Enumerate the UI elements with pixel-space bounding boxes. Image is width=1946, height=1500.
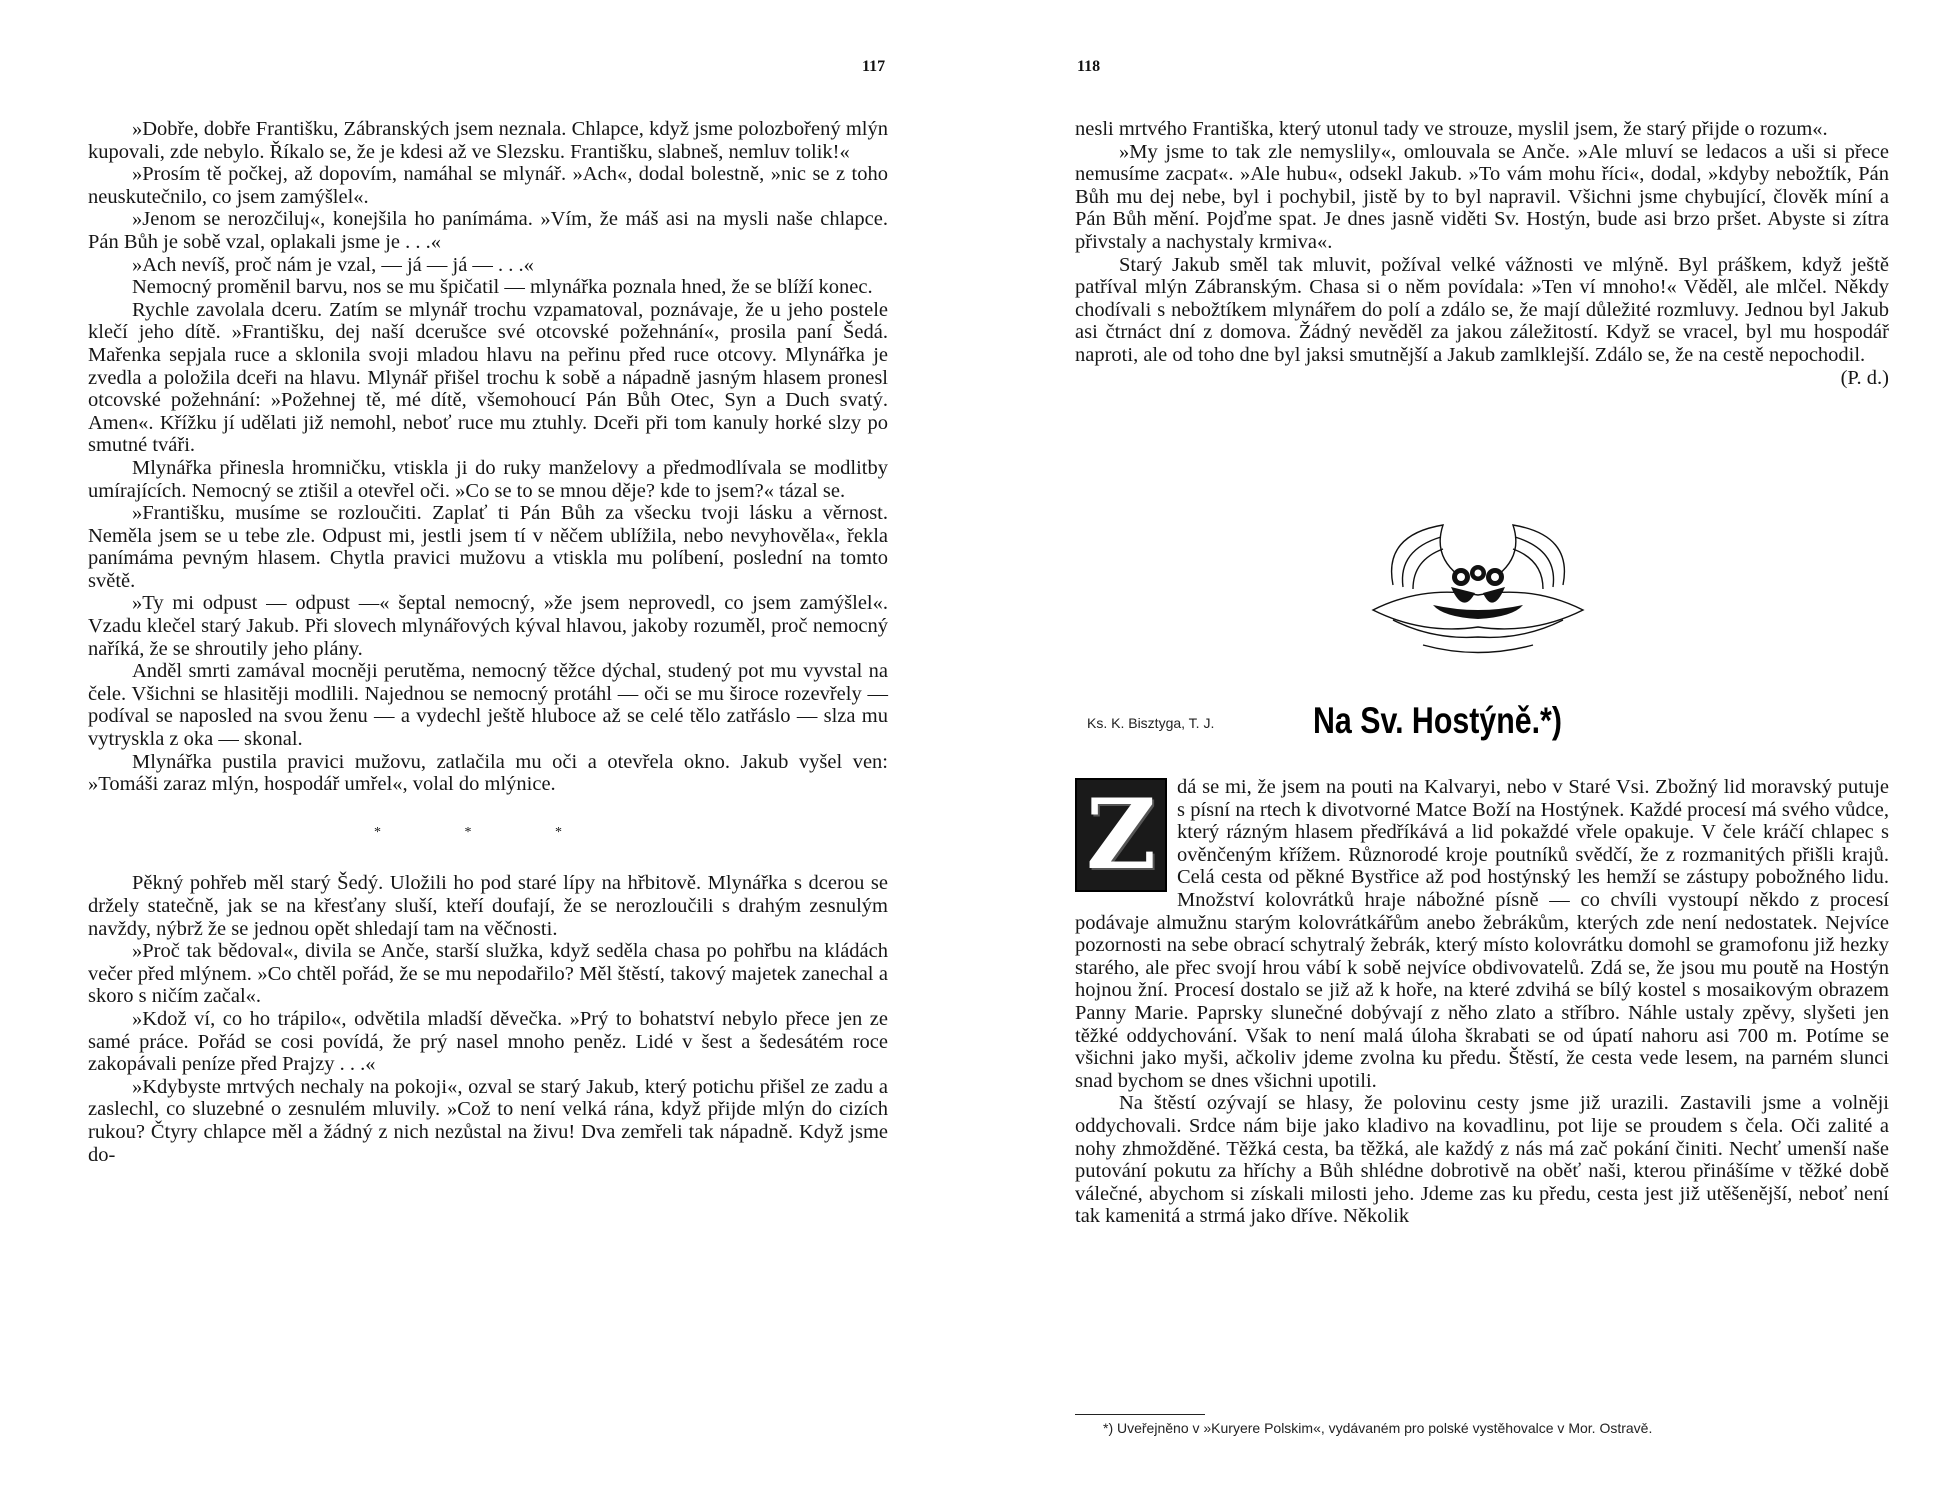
continued-mark: (P. d.) <box>1840 366 1889 389</box>
paragraph: »Proč tak bědoval«, divila se Anče, starší služka, když seděla chasa po pohřbu na kládách večer před mlýnem. »Co chtěl pořád, že se mu nepodařilo? Měl štěstí, takový majetek zanechal a skoro s ničím začal«. <box>88 940 888 1008</box>
body-text <box>88 118 888 1166</box>
paragraph-text: Starý Jakub směl tak mluvit, požíval velké vážnosti ve mlýně. Byl práškem, když ještě patříval mlýn Zábranským. Chasa si o něm povídala: »Ten ví mnoho!« Věděl, ale mlčel. Někdy chodívali s nebožtíkem mlynářem do polí a zdálo se, že mají důležité rozmluvy. Jednou byl Jakub asi čtrnáct dní z domova. Žádný nevěděl za jakou záležitostí. Když se vracel, byl mu hospodář naproti, ale od toho dne byl jaksi smutnější a Jakub zamlklejší. Zdálo se, že na cestě nepochodil. <box>1075 253 1889 366</box>
paragraph: »Prosím tě počkej, až dopovím, namáhal se mlynář. »Ach«, dodal bolestně, »nic se z toho neuskutečnilo, co jsem zamýšlel«. <box>88 163 888 208</box>
paragraph: »Františku, musíme se rozloučiti. Zaplať ti Pán Bůh za všecku tvoji lásku a věrnost. Neměla jsem se u tebe zle. Odpust mi, jestli jsem tí v něčem ublížila, nebo nevyhověla«, řekla panímáma pevným hlasem. Chytla pravici mužovu a vtiskla mu políbení, poslední na tomto světě. <box>88 502 888 592</box>
paragraph: dá se mi, že jsem na pouti na Kalvaryi, nebo v Staré Vsi. Zbožný lid moravský putuje s písní na rtech k divotvorné Matce Boží na Hostýnek. Každé procesí má svého vůdce, který rázným hlasem předříkává a lid pokaždé vřele opakuje. V čele kráčí chlapec s ověnčeným křížem. Různorodé kroje poutníků svědčí, že z rozmanitých přišli krajů. Celá cesta od pěkné Bystřice až pod hostýnský les hemží se zástupy pobožného lidu. Množství kolovrátků hraje nábožné písně — co chvíli vystoupí někdo z procesí podávaje almužnu starým kolovrátkářům anebo žebrákům, kterých zde není nedostatek. Nejvíce pozornosti na sebe obrací schytralý žebrák, který místo kolovrátku domohl se gramofonu již hezky starého, ale přec svojí hrou vábí k sobě nejvíce obdivovatelů. Zdá se, že jsou mu poutě na Hostýn hojnou žní. Procesí dostalo se již až k hoře, na které zdvihá se bílý kostel s mosaikovým obrazem Panny Marie. Paprsky slunečné dobývají z něho zlato a stříbro. Náhle ustaly zpěvy, slyšeti jen těžké oddychování. Však to není malá úloha škrabati se od úpatí nahoru asi 700 m. Potíme se všichni jako myši, ačkoliv jdeme zvolna ku předu. Štěstí, že cesta vede lesem, na parném slunci snad bychom se dnes všichni upotili. <box>1075 776 1889 1092</box>
paragraph: Nemocný proměnil barvu, nos se mu špičatil — mlynářka poznala hned, že se blíží konec. <box>132 276 873 299</box>
drop-cap-initial <box>1075 778 1167 892</box>
paragraph: Mlynářka pustila pravici mužovu, zatlačila mu oči a otevřela okno. Jakub vyšel ven: »Tomáši zaraz mlýn, hospodář umřel«, volal do mlýnice. <box>88 750 888 796</box>
angels-vignette-icon <box>1363 515 1593 665</box>
article-body <box>1075 776 1889 1228</box>
footnote-rule <box>1075 1414 1205 1415</box>
paragraph: Mlynářka přinesla hromničku, vtiskla ji do ruky manželovy a předmodlívala se modlitby umírajících. Nemocný se ztišil a otevřel oči. »Co se to se mnou děje? kde to jsem?« tázal se. <box>88 456 888 502</box>
body-text <box>1075 118 1889 389</box>
section-separator: * * * <box>374 824 602 840</box>
paragraph: »Ach nevíš, proč nám je vzal, — já — já — . . .« <box>132 253 534 276</box>
paragraph: »My jsme to tak zle nemyslily«, omlouvala se Anče. »Ale mluví se ledacos a uši si přece nemusíme zacpat«. »Ale hubu«, odsekl Jakub. »To vám mohu říci«, dodal, »kdyby nebožtík, Pán Bůh mu dej nebe, byl i pochybil, jistě by to byl napravil. Všichni jsme chybující, člověk míní a Pán Bůh mění. Pojďme spat. Je dnes jasně viděti Sv. Hostýn, bude asi brzo pršet. Abyste si zítra přivstaly a nachystaly krmiva«. <box>1075 140 1889 253</box>
paragraph: »Jenom se nerozčiluj«, konejšila ho panímáma. »Vím, že máš asi na mysli naše chlapce. Pán Bůh je sobě vzal, oplakali jsme je . . .« <box>88 208 888 253</box>
paragraph: nesli mrtvého Františka, který utonul tady ve strouze, myslil jsem, že starý přijde o rozum«. <box>1075 118 1828 140</box>
right-page <box>973 0 1946 1500</box>
paragraph: »Kdož ví, co ho trápilo«, odvětila mladší děvečka. »Prý to bohatství nebylo přece jen ze samé práce. Pořád se cosi povídá, že prý nasel mnoho peněz. Lidé v šest a šedesátém roce zakopávali peníze před Prajzy . . .« <box>88 1007 888 1076</box>
page-number: 117 <box>862 58 886 75</box>
paragraph <box>1075 253 1889 389</box>
paragraph: Anděl smrti zamával mocněji perutěma, nemocný těžce dýchal, studený pot mu vyvstal na čele. Všichni se hlasitěji modlili. Najednou se nemocný protáhl — oči se mu široce rozevřely — podíval se naposled na svou ženu — a vydechl ještě hluboce až se celé tělo zatřáslo — slza mu vytryskla z oka — skonal. <box>88 660 888 751</box>
page-number: 118 <box>1077 58 1101 75</box>
paragraph: »Ty mi odpust — odpust —« šeptal nemocný, »že jsem neprovedl, co jsem zamýšlel«. Vzadu klečel starý Jakub. Při slovech mlynářových kýval hlavou, jakoby rozuměl, proč nemocný naříká, že se shroutily jeho plány. <box>88 592 888 660</box>
paragraph: Rychle zavolala dceru. Zatím se mlynář trochu vzpamatoval, poznávaje, že u jeho postele klečí jeho dítě. »Františku, dej naší dcerušce své otcovské požehnání«, prosila paní Šedá. Mařenka sepjala ruce a sklonila svoji mladou hlavu na peřinu před ruce otcovy. Mlynářka je zvedla a položila dceři na hlavu. Mlynář přišel trochu k sobě a nápadně jasným hlasem pronesl otcovské požehnání: »Požehnej tě, mé dítě, všemohoucí Pán Bůh Otec, Syn a Duch svatý. Amen«. Křížku jí udělati již nemohl, neboť ruce mu ztuhly. Dceři při tom kanuly horké slzy po smutné tváři. <box>88 298 888 457</box>
drop-cap-letter: Z <box>1085 778 1157 891</box>
author-byline: Ks. K. Bisztyga, T. J. <box>1087 715 1215 731</box>
paragraph: Na štěstí ozývají se hlasy, že polovinu cesty jsme již urazili. Zastavili jsme a volněji oddychovali. Srdce nám bije jako kladivo na kovadlinu, pot lije se proudem s čela. Oči zalité a nohy zhmožděné. Těžká cesta, ba těžká, ale každý z nás má zač pokání činiti. Nechť umenší naše putování pokutu za hříchy a Bůh shlédne dobrotivě na oběť naši, kterou přinášíme v těžké době válečné, abychom si získali milosti jeho. Jdeme zas ku předu, cesta jest již utěšenější, neboť není tak kamenitá a strmá jako dříve. Několik <box>1075 1092 1889 1228</box>
footnote: *) Uveřejněno v »Kuryere Polskim«, vydávaném pro polské vystěhovalce v Mor. Ostravě. <box>1103 1420 1653 1436</box>
paragraph: Pěkný pohřeb měl starý Šedý. Uložili ho pod staré lípy na hřbitově. Mlynářka s dcerou se držely statečně, jak se na křesťany sluší, kteří doufají, že se nerozloučili s drahým zesnulým navždy, nýbrž že se jednou opět shledají tam na věčnosti. <box>88 872 888 940</box>
paragraph: »Kdybyste mrtvých nechaly na pokoji«, ozval se starý Jakub, který potichu přišel ze zadu a zaslechl, co sluzebné o zesnulém mluvily. »Což to není velká rána, když přijde mlýn do cizích rukou? Čtyry chlapce měl a žádný z nich nezůstal na živu! Dva zemřeli tak nápadně. Když jsme do- <box>88 1075 888 1166</box>
paragraph: »Dobře, dobře Františku, Zábranských jsem neznala. Chlapce, když jsme polozbořený mlýn kupovali, zde nebylo. Říkalo se, že je kdesi až ve Slezsku. Františku, slabneš, nemluv tolik!« <box>88 118 888 163</box>
article-title: Na Sv. Hostýně.*) <box>1313 700 1562 741</box>
